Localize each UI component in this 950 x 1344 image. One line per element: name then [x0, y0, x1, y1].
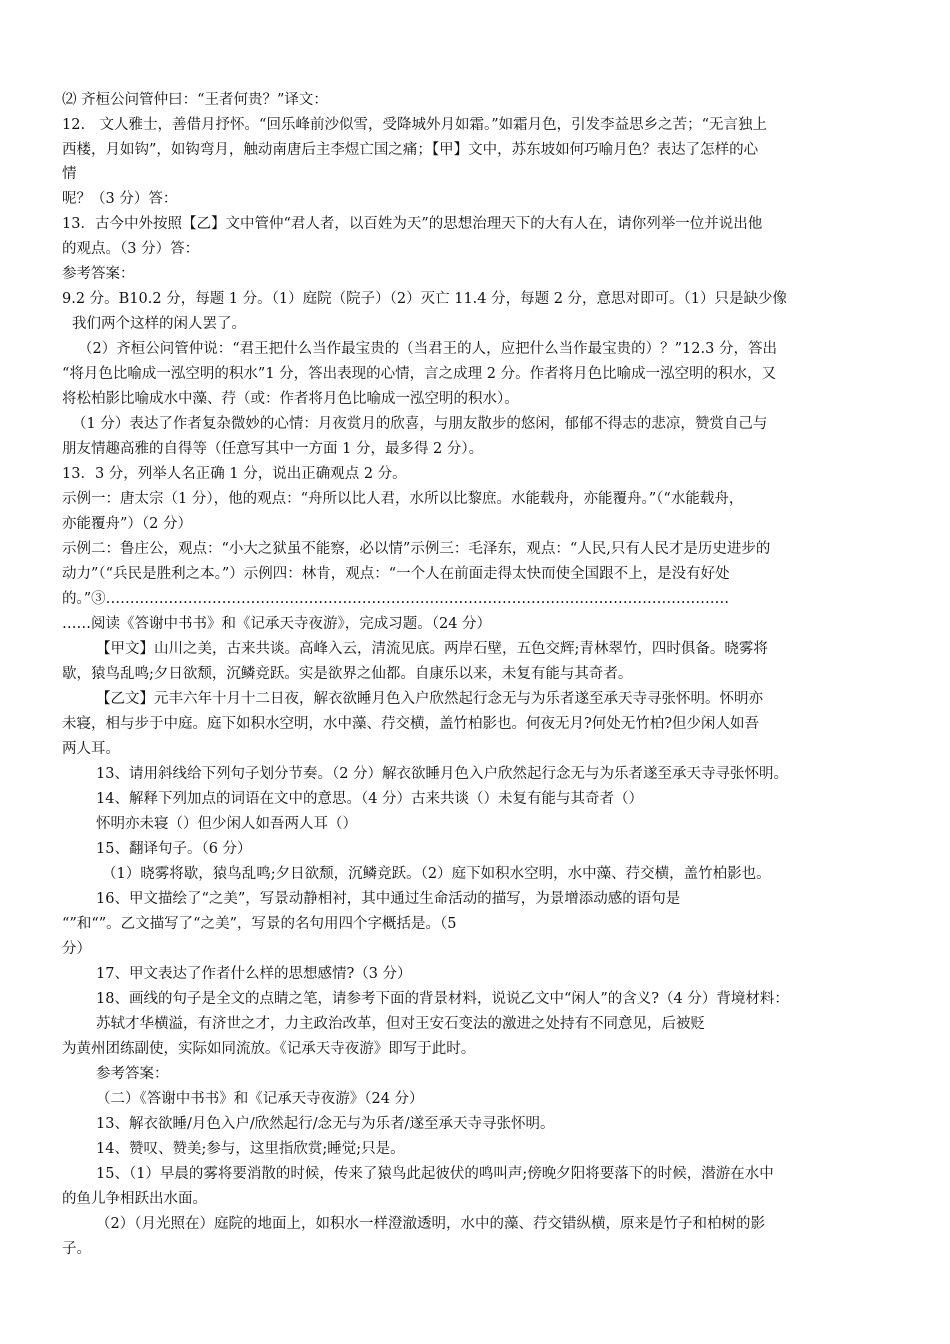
text-line: 17、甲文表达了作者什么样的思想感情?（3 分） [96, 966, 412, 982]
text-line: ……阅读《答谢中书书》和《记承天寺夜游》，完成习题。（24 分） [62, 616, 492, 632]
text-line: 16、甲文描绘了“之美”，写景动静相衬，其中通过生命活动的描写，为景增添动感的语句是 [96, 891, 681, 907]
text-line: “将月色比喻成一泓空明的积水”1 分，答出表现的心情，言之成理 2 分。作者将月色比喻成一泓空明的积水，又 [62, 366, 777, 382]
text-line: 13．3 分，列举人名正确 1 分，说出正确观点 2 分。 [62, 466, 407, 482]
text-line: 示例一：唐太宗（1 分），他的观点：“舟所以比人君，水所以比黎庶。水能载舟，亦能覆舟。”（“水能载舟， [62, 491, 744, 507]
text-line: 将松柏影比喻成水中藻、荇（或：作者将月色比喻成一泓空明的积水）。 [62, 391, 519, 407]
text-line: （1）晓雾将歇，猿鸟乱鸣;夕日欲颓，沉鳞竞跃。（2）庭下如积水空明，水中藻、荇交横，盖竹柏影也。 [102, 866, 771, 882]
text-line: 未寝，相与步于中庭。庭下如积水空明，水中藻、荇交横，盖竹柏影也。何夜无月?何处无竹柏?但少闲人如吾 [62, 716, 760, 732]
text-line: 两人耳。 [62, 741, 120, 757]
section-heading: 参考答案： [96, 1066, 169, 1082]
text-line: 西楼，月如钩”，如钩弯月，触动南唐后主李煜亡国之痛；【甲】文中，苏东坡如何巧喻月色？表达了怎样的心 [62, 142, 759, 158]
text-line: 【乙文】元丰六年十月十二日夜，解衣欲睡月色入户欣然起行念无与为乐者遂至承天寺寻张怀明。怀明亦 [96, 691, 763, 707]
text-line: 动力”（“兵民是胜利之本。”）示例四：林肯，观点：“一个人在前面走得太快而使全国跟不上，是没有好处 [62, 566, 730, 582]
text-line: 子。 [62, 1241, 91, 1257]
text-line: 朋友情趣高雅的自得等（任意写其中一方面 1 分，最多得 2 分）。 [62, 441, 484, 457]
text-line: 13、解衣欲睡/月色入户/欣然起行/念无与为乐者/遂至承天寺寻张怀明。 [96, 1116, 555, 1132]
text-line: 14、解释下列加点的词语在文中的意思。（4 分）古来共谈（）未复有能与其奇者（） [96, 791, 644, 807]
section-heading: 参考答案： [62, 266, 135, 282]
text-line: 怀明亦未寝（）但少闲人如吾两人耳（） [96, 816, 357, 832]
text-line: 分） [62, 941, 91, 957]
text-line: （2）（月光照在）庭院的地面上，如积水一样澄澈透明，水中的藻、荇交错纵横，原来是竹子和柏树的影 [96, 1216, 765, 1232]
text-line: 情 [62, 166, 77, 182]
text-line: 13．古今中外按照【乙】文中管仲“君人者，以百姓为天”的思想治理天下的大有人在，请你列举一位并说出他 [62, 216, 763, 232]
text-line: 18、画线的句子是全文的点睛之笔，请参考下面的背景材料，说说乙文中“闲人”的含义?（4 分）背境材料： [96, 991, 789, 1007]
text-line: 15、翻译句子。（6 分） [96, 841, 252, 857]
text-line: 呢？（3 分）答： [62, 191, 178, 207]
text-line: “”和“”。乙文描写了“之美”，写景的名句用四个字概括是。（5 [62, 916, 457, 932]
text-line: 的观点。（3 分）答： [62, 241, 200, 257]
text-line: 12. 文人雅士，善借月抒怀。“回乐峰前沙似雪，受降城外月如霜。”如霜月色，引发李益思乡之苦；“无言独上 [62, 117, 768, 133]
text-line: （2）齐桓公问管仲说：“君王把什么当作最宝贵的（当君王的人，应把什么当作最宝贵的）？”12.3 分，答出 [78, 341, 777, 357]
text-line: 我们两个这样的闲人罢了。 [72, 316, 246, 332]
text-line: 【甲文】山川之美，古来共谈。高峰入云，清流见底。两岸石壁，五色交辉;青林翠竹，四时俱备。晓雾将 [96, 641, 768, 657]
text-line: 为黄州团练副使，实际如同流放。《记承天寺夜游》即写于此时。 [62, 1041, 476, 1057]
text-line: 14、赞叹、赞美;参与，这里指欣赏;睡觉;只是。 [96, 1141, 405, 1157]
text-line: （1 分）表达了作者复杂微妙的心情：月夜赏月的欣喜，与朋友散步的悠闲，郁郁不得志的悲凉，赞赏自己与 [72, 416, 768, 432]
text-line: 的鱼儿争相跃出水面。 [62, 1191, 207, 1207]
text-line: 9.2 分。B10.2 分，每题 1 分。（1）庭院（院子）（2）灭亡 11.4 分，每题 2 分，意思对即可。（1）只是缺少像 [62, 291, 788, 307]
text-line: （二）《答谢中书书》和《记承天寺夜游》（24 分） [96, 1091, 424, 1107]
text-line: 歇，猿鸟乱鸣;夕日欲颓，沉鳞竞跃。实是欲界之仙都。自康乐以来，未复有能与其奇者。 [62, 666, 633, 682]
text-line: ⑵ 齐桓公问管仲曰：“王者何贵？”译文： [62, 92, 328, 108]
text-line: 的。”③………………………………………………………………………………………………………………… [62, 591, 730, 607]
text-line: 苏轼才华横溢，有济世之才，力主政治改革，但对王安石变法的激进之处持有不同意见，后被贬 [96, 1016, 705, 1032]
text-line: 13、请用斜线给下列句子划分节奏。（2 分）解衣欲睡月色入户欣然起行念无与为乐者遂至承天寺寻张怀明。 [96, 766, 789, 782]
text-line: 亦能覆舟”）（2 分） [62, 516, 192, 532]
text-line: 15、（1）早晨的雾将要消散的时候，传来了猿鸟此起彼伏的鸣叫声;傍晚夕阳将要落下的时候，潜游在水中 [96, 1166, 774, 1182]
text-line: 示例二：鲁庄公，观点：“小大之狱虽不能察，必以情”示例三：毛泽东，观点：“人民,只有人民才是历史进步的 [62, 541, 771, 557]
